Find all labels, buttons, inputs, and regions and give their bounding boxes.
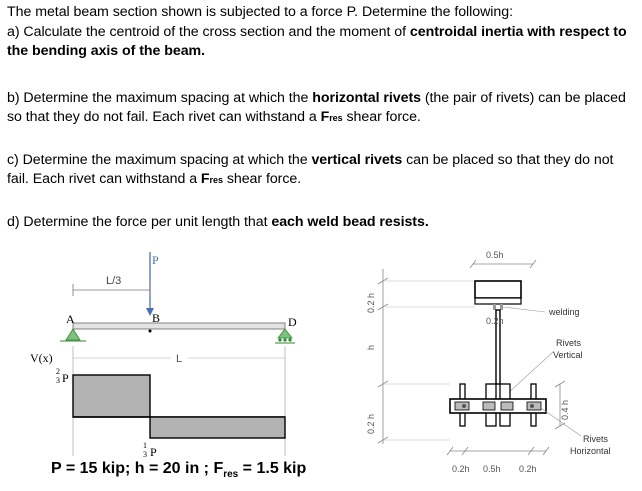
problem-intro [7, 3, 639, 22]
fres-symbol: F [320, 109, 330, 125]
top-flange [475, 281, 521, 298]
pin-support [66, 329, 80, 340]
roller-wheel [278, 338, 281, 341]
shear-bottom-p: P [150, 445, 157, 459]
shear-top-fraction-num: 2 [56, 367, 60, 376]
question-c-text2: can be placed so that they do not fail. Each rivet can withstand a [7, 152, 614, 187]
roller-wheel [288, 338, 291, 341]
rivets-horizontal-label-2: Horizontal [570, 446, 611, 456]
fres-subscript: res [209, 175, 223, 185]
intro-text: The metal beam section shown is subjected to a force P. Determine the following: [7, 4, 513, 20]
welding-label: welding [549, 307, 580, 317]
question-c [7, 151, 639, 190]
weld-bead-right [500, 304, 503, 310]
point-b-label: B [152, 311, 161, 325]
point-a-label: A [66, 312, 75, 326]
span-label: L/3 [106, 275, 122, 287]
rivets-horizontal-label-1: Rivets [583, 434, 609, 444]
fres-symbol: F [200, 171, 210, 187]
question-d-bold: each weld bead resists. [271, 214, 429, 230]
question-d [7, 213, 639, 232]
question-c-text: c) Determine the maximum spacing at which the [7, 152, 312, 168]
rivets-vertical-label-2: Vertical [553, 350, 583, 360]
question-a-bold: centroidal inertia with respect to the bending axis of the beam. [7, 24, 627, 59]
shear-negative-area [150, 417, 285, 438]
rivets-vertical-label-1: Rivets [556, 338, 582, 348]
top-width-label: 0.5h [486, 250, 504, 260]
fres-subscript: res [329, 113, 343, 123]
question-a [7, 23, 639, 61]
top-flange-lip [475, 298, 521, 304]
bottom-dim-label-2: 0.5h [483, 464, 501, 474]
given-subscript: res [223, 469, 239, 481]
shear-bottom-fraction-den: 3 [143, 450, 147, 459]
question-b-text: b) Determine the maximum spacing at which the [7, 90, 313, 106]
shear-bottom-fraction-num: 1 [143, 441, 147, 450]
question-c-text3: shear force. [222, 171, 302, 187]
shear-top-p: P [62, 371, 69, 385]
question-b-text3: shear force. [342, 109, 421, 125]
rivet-vertical-right [501, 402, 513, 410]
dim-right-label: 0.4 h [560, 399, 570, 420]
roller-wheel [283, 338, 286, 341]
roller-support [278, 329, 292, 338]
question-c-bold: vertical rivets [311, 152, 403, 168]
beam [73, 323, 285, 329]
dim-mid-label: h [366, 344, 376, 350]
bottom-dim-label-1: 0.2h [452, 464, 470, 474]
shear-positive-area [73, 375, 150, 417]
dim-top-label: 0.2 h [366, 292, 376, 313]
rivet-head [530, 404, 534, 408]
section-diagram [355, 244, 635, 480]
load-label: P [152, 253, 159, 267]
question-a-text: a) Calculate the centroid of the cross section and the moment of [7, 24, 410, 40]
shear-label: V(x) [30, 351, 53, 365]
question-b-text2: (the pair of rivets) can be placed so that they do not fail. Each rivet can withstand a [7, 90, 626, 125]
shear-top-fraction-den: 3 [56, 376, 60, 385]
weld-bead-left [493, 304, 496, 310]
question-b [7, 89, 639, 128]
welding-leader [503, 307, 545, 312]
question-b-bold: horizontal rivets [312, 90, 421, 106]
vertical-rivet-leader [507, 352, 553, 394]
point-d-label: D [288, 315, 297, 329]
web-thickness-label: 0.2h [486, 316, 504, 326]
question-d-text: d) Determine the force per unit length that [7, 214, 272, 230]
given-text: P = 15 kip; h = 20 in ; F [51, 460, 224, 477]
rivet-head [462, 404, 466, 408]
rivet-vertical-left [483, 402, 495, 410]
dim-bottom-label: 0.2 h [366, 413, 376, 434]
length-label: L [176, 353, 183, 365]
bottom-dim-label-3: 0.2h [519, 464, 537, 474]
beam-shear-diagram [28, 246, 348, 481]
given-values [51, 460, 306, 480]
given-tail: = 1.5 kip [238, 460, 307, 477]
point-b-marker [149, 330, 152, 333]
